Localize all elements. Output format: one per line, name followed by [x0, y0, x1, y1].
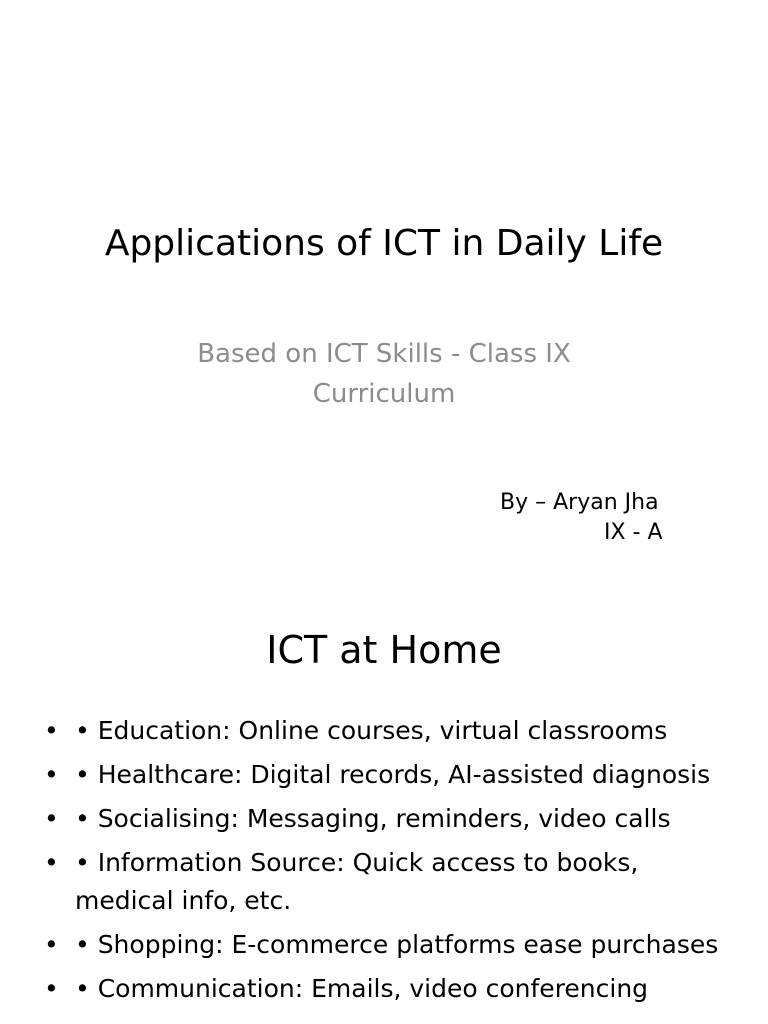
- slide-title: Applications of ICT in Daily Life: [104, 223, 664, 264]
- bullet-item: [40, 756, 740, 794]
- bullet-marker: •: [44, 974, 59, 1003]
- author-byline: [500, 488, 712, 548]
- bullet-marker: •: [44, 804, 59, 833]
- bullet-text: • Healthcare: Digital records, AI-assisted diagnosis: [75, 760, 711, 789]
- slide-subtitle: Based on ICT Skills - Class IX Curriculum: [197, 339, 571, 409]
- bullet-list: [40, 712, 740, 1014]
- bullet-item: [40, 800, 740, 838]
- bullet-marker: •: [44, 848, 59, 877]
- bullet-marker: •: [44, 930, 59, 959]
- bullet-text: • Shopping: E-commerce platforms ease purchases: [75, 930, 719, 959]
- bullet-text: • Socialising: Messaging, reminders, video calls: [75, 804, 671, 833]
- content-slide: [0, 576, 768, 1024]
- author-class: IX - A: [604, 520, 663, 545]
- bullet-item: [40, 712, 740, 750]
- bullet-text: • Education: Online courses, virtual classrooms: [75, 716, 668, 745]
- bullet-text: • Information Source: Quick access to books, medical info, etc.: [75, 848, 639, 915]
- author-name: By – Aryan Jha: [500, 490, 659, 515]
- slide-title: ICT at Home: [266, 628, 502, 672]
- bullet-item: [40, 926, 740, 964]
- bullet-text: • Communication: Emails, video conferencing: [75, 974, 649, 1003]
- bullet-marker: •: [44, 760, 59, 789]
- bullet-item: [40, 970, 740, 1008]
- bullet-marker: •: [44, 716, 59, 745]
- bullet-item: [40, 844, 740, 920]
